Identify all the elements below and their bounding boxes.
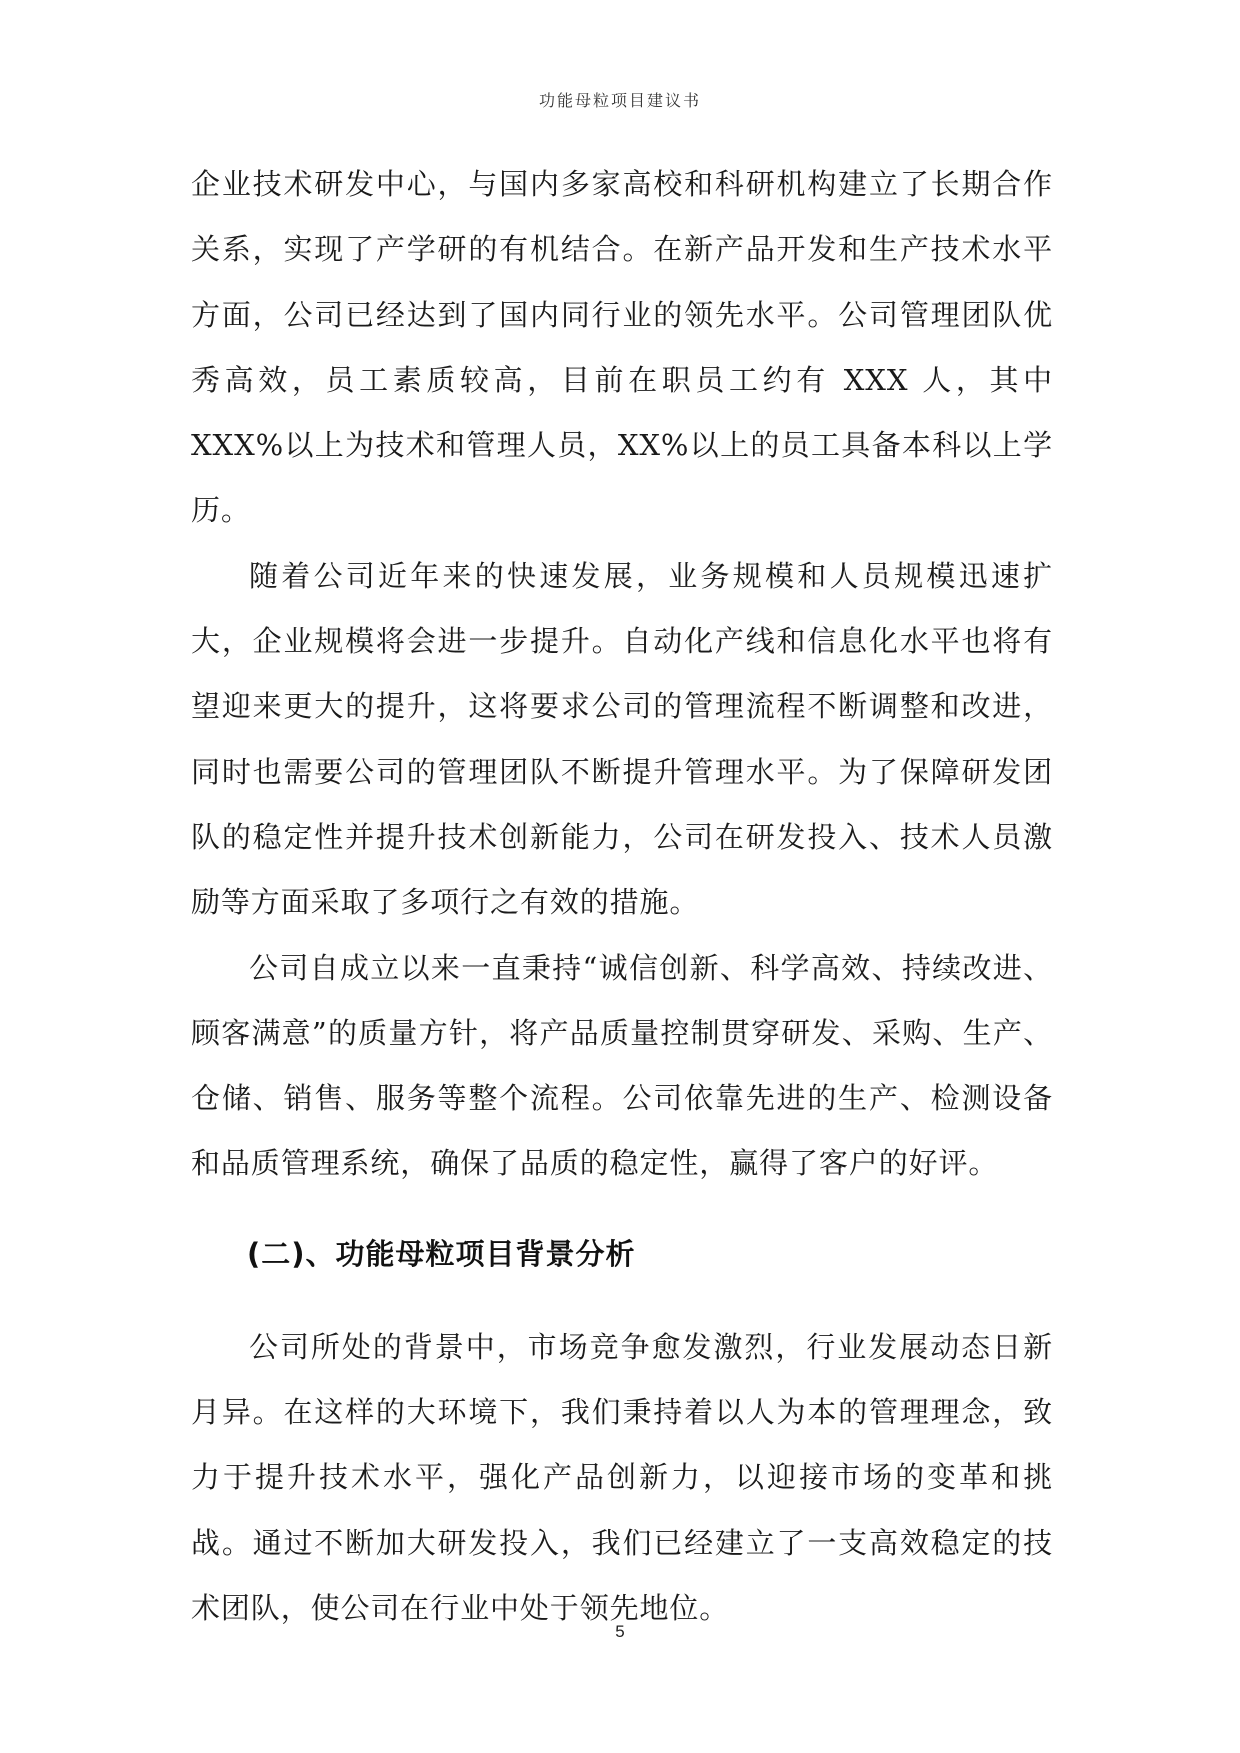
body-paragraph: 公司自成立以来一直秉持“诚信创新、科学高效、持续改进、顾客满意”的质量方针，将产品质量控制贯穿研发、采购、生产、仓储、销售、服务等整个流程。公司依靠先进的生产、检测设备和品质管理系统，确保了品质的稳定性，赢得了客户的好评。	[191, 950, 1053, 1181]
page-header-title: 功能母粒项目建议书	[538, 91, 701, 110]
body-paragraph: 随着公司近年来的快速发展，业务规模和人员规模迅速扩大，企业规模将会进一步提升。自动化产线和信息化水平也将有望迎来更大的提升，这将要求公司的管理流程不断调整和改进，同时也需要公司的管理团队不断提升管理水平。为了保障研发团队的稳定性并提升技术创新能力，公司在研发投入、技术人员激励等方面采取了多项行之有效的措施。	[191, 558, 1053, 920]
section-heading: (二)、功能母粒项目背景分析	[247, 1236, 636, 1271]
document-body	[191, 152, 1053, 1641]
body-paragraph: 企业技术研发中心，与国内多家高校和科研机构建立了长期合作关系，实现了产学研的有机结合。在新产品开发和生产技术水平方面，公司已经达到了国内同行业的领先水平。公司管理团队优秀高效，员工素质较高，目前在职员工约有 XXX 人，其中 XXX%以上为技术和管理人员，XX%以上的员工具备本科以上学历。	[191, 167, 1053, 528]
page-number: 5	[615, 1622, 625, 1641]
body-paragraph: 公司所处的背景中，市场竞争愈发激烈，行业发展动态日新月异。在这样的大环境下，我们秉持着以人为本的管理理念，致力于提升技术水平，强化产品创新力，以迎接市场的变革和挑战。通过不断加大研发投入，我们已经建立了一支高效稳定的技术团队，使公司在行业中处于领先地位。	[191, 1329, 1053, 1625]
